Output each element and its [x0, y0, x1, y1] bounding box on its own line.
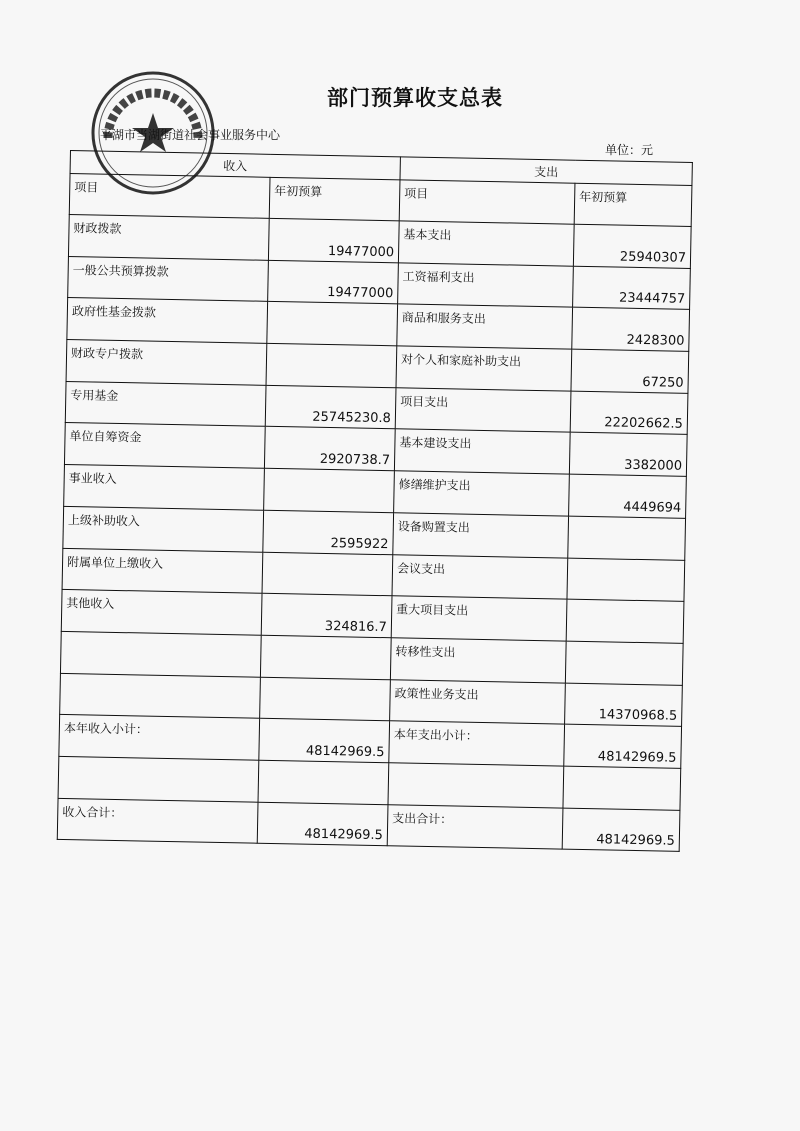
- income-budget-cell: 25745230.8: [265, 385, 396, 429]
- expense-budget-cell: [567, 558, 685, 602]
- expense-item-cell: 项目支出: [395, 388, 571, 433]
- income-budget-cell: [266, 343, 397, 387]
- income-item-cell: 附属单位上缴收入: [62, 548, 263, 594]
- expense-item-cell: 基本支出: [398, 221, 574, 266]
- income-budget-cell: 2920738.7: [264, 427, 395, 471]
- income-budget-cell: [260, 635, 391, 679]
- expense-budget-cell: 22202662.5: [570, 391, 688, 435]
- income-item-cell: 其他收入: [61, 590, 262, 636]
- expense-item-cell: [388, 763, 564, 808]
- income-item-cell: [60, 631, 261, 677]
- expense-budget-cell: 2428300: [572, 308, 690, 352]
- expense-budget-cell: 67250: [571, 349, 689, 393]
- income-budget-header: 年初预算: [269, 177, 400, 220]
- table-body: [57, 214, 691, 851]
- income-item-cell: [58, 756, 259, 802]
- expense-budget-cell: 23444757: [573, 266, 691, 310]
- expense-item-cell: 转移性支出: [390, 638, 566, 683]
- expense-budget-cell: 4449694: [569, 474, 687, 518]
- income-item-cell: 一般公共预算拨款: [68, 256, 269, 302]
- income-item-cell: 财政专户拨款: [66, 340, 267, 386]
- income-budget-cell: 19477000: [268, 218, 399, 262]
- income-budget-cell: 2595922: [263, 510, 394, 554]
- expense-item-cell: 会议支出: [392, 554, 568, 599]
- income-item-cell: 本年收入小计：: [59, 715, 260, 761]
- expense-item-header: 项目: [399, 180, 575, 224]
- page-title: 部门预算收支总表: [327, 86, 503, 110]
- budget-summary-table: [57, 150, 693, 852]
- expense-item-cell: 商品和服务支出: [397, 304, 573, 349]
- income-item-cell: 单位自筹资金: [64, 423, 265, 469]
- expense-budget-cell: 48142969.5: [562, 808, 680, 852]
- income-budget-cell: [264, 468, 395, 512]
- expense-budget-cell: [566, 599, 684, 643]
- income-budget-cell: [267, 302, 398, 346]
- income-budget-cell: 324816.7: [261, 593, 392, 637]
- expense-budget-cell: [568, 516, 686, 560]
- income-item-cell: 事业收入: [64, 465, 265, 511]
- expense-budget-cell: 48142969.5: [564, 724, 682, 768]
- income-item-cell: 财政拨款: [68, 214, 269, 260]
- income-item-cell: 政府性基金拨款: [67, 298, 268, 344]
- expense-budget-cell: 3382000: [569, 433, 687, 477]
- income-item-cell: 专用基金: [65, 381, 266, 427]
- expense-item-cell: 基本建设支出: [394, 429, 570, 474]
- income-budget-cell: [262, 552, 393, 596]
- expense-budget-cell: [563, 766, 681, 810]
- expense-item-cell: 重大项目支出: [391, 596, 567, 641]
- expense-item-cell: 工资福利支出: [398, 263, 574, 308]
- income-budget-cell: [260, 677, 391, 721]
- expense-item-cell: 设备购置支出: [393, 513, 569, 558]
- expense-item-cell: 本年支出小计：: [389, 721, 565, 766]
- expense-budget-cell: [565, 641, 683, 685]
- income-budget-cell: 19477000: [268, 260, 399, 304]
- income-item-cell: [60, 673, 261, 719]
- expense-item-cell: 对个人和家庭补助支出: [396, 346, 572, 391]
- income-item-cell: 收入合计：: [57, 798, 258, 844]
- income-budget-cell: 48142969.5: [257, 802, 388, 846]
- income-header: 收入: [70, 151, 400, 180]
- unit-label: 单位：元: [605, 143, 654, 157]
- organization-name: 平湖市当湖街道社会事业服务中心: [100, 128, 281, 142]
- budget-table-container: [57, 150, 693, 852]
- expense-budget-cell: 14370968.5: [565, 683, 683, 727]
- expense-item-cell: 修缮维护支出: [394, 471, 570, 516]
- income-budget-cell: 48142969.5: [259, 718, 390, 762]
- income-item-cell: 上级补助收入: [63, 506, 264, 552]
- expense-item-cell: 政策性业务支出: [390, 679, 566, 724]
- income-item-header: 项目: [69, 174, 270, 219]
- expense-budget-cell: 25940307: [573, 224, 691, 268]
- expense-header: 支出: [400, 157, 692, 186]
- income-budget-cell: [258, 760, 389, 804]
- expense-item-cell: 支出合计：: [387, 804, 563, 849]
- expense-budget-header: 年初预算: [574, 183, 692, 226]
